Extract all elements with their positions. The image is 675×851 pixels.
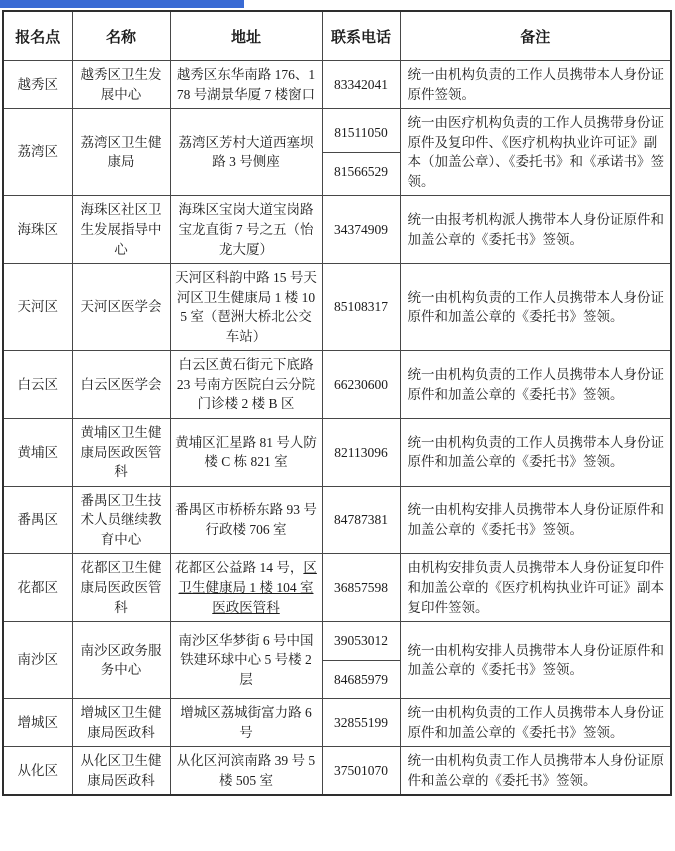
phone-number: 66230600 <box>334 376 388 392</box>
accent-bar <box>0 0 244 8</box>
district-cell: 荔湾区 <box>3 109 72 196</box>
phone-number: 39053012 <box>323 622 400 661</box>
address-text: 海珠区宝岗大道宝岗路宝龙直街 7 号之五（怡龙大厦） <box>178 202 314 257</box>
district-cell: 南沙区 <box>3 622 72 699</box>
phone-number: 37501070 <box>334 763 388 779</box>
address-text: 增城区荔城街富力路 6 号 <box>180 705 312 740</box>
address-cell <box>170 109 322 196</box>
address-cell <box>170 554 322 622</box>
phone-number: 84787381 <box>334 512 388 528</box>
table-row <box>3 622 671 699</box>
address-text: 天河区科韵中路 15 号天河区卫生健康局 1 楼 105 室（琶洲大桥北公交车站） <box>175 270 317 344</box>
col-header-remark: 备注 <box>400 11 671 61</box>
org-name-cell: 海珠区社区卫生发展指导中心 <box>72 196 170 264</box>
table-row <box>3 109 671 196</box>
address-underlined-text: 区卫生健康局 1 楼 104 室医政医管科 <box>178 560 317 615</box>
district-cell: 天河区 <box>3 264 72 351</box>
remark-cell: 统一由机构负责的工作人员携带本人身份证原件和加盖公章的《委托书》签领。 <box>400 419 671 487</box>
phone-cell <box>322 622 400 699</box>
org-name-cell: 黄埔区卫生健康局医政医管科 <box>72 419 170 487</box>
phone-number: 85108317 <box>334 299 388 315</box>
remark-cell: 由机构安排负责人员携带本人身份证复印件和加盖公章的《医疗机构执业许可证》副本复印件签领。 <box>400 554 671 622</box>
remark-cell: 统一由报考机构派人携带本人身份证原件和加盖公章的《委托书》签领。 <box>400 196 671 264</box>
address-cell <box>170 622 322 699</box>
table-row <box>3 486 671 554</box>
district-cell: 番禺区 <box>3 486 72 554</box>
org-name-cell: 白云区医学会 <box>72 351 170 419</box>
col-header-phone: 联系电话 <box>322 11 400 61</box>
org-name-cell: 南沙区政务服务中心 <box>72 622 170 699</box>
phone-number: 36857598 <box>334 579 388 595</box>
table-row <box>3 351 671 419</box>
org-name-cell: 番禺区卫生技术人员继续教育中心 <box>72 486 170 554</box>
phone-number: 81566529 <box>334 163 388 179</box>
address-text: 番禺区市桥桥东路 93 号行政楼 706 室 <box>175 502 317 538</box>
org-name-cell: 天河区医学会 <box>72 264 170 351</box>
phone-cell <box>322 109 400 196</box>
address-text: 南沙区华梦街 6 号中国铁建环球中心 5 号楼 2 层 <box>178 632 314 687</box>
phone-cell <box>322 554 400 622</box>
table-row <box>3 554 671 622</box>
col-header-registration-point: 报名点 <box>3 11 72 61</box>
header-row <box>3 11 671 61</box>
district-cell: 花都区 <box>3 554 72 622</box>
district-cell: 海珠区 <box>3 196 72 264</box>
address-text: 越秀区东华南路 176、178 号湖景华厦 7 楼窗口 <box>176 67 316 102</box>
remark-cell: 统一由机构负责的工作人员携带本人身份证原件和加盖公章的《委托书》签领。 <box>400 699 671 747</box>
phone-cell <box>322 699 400 747</box>
remark-cell: 统一由机构负责的工作人员携带本人身份证原件和加盖公章的《委托书》签领。 <box>400 351 671 419</box>
org-name-cell: 增城区卫生健康局医政科 <box>72 699 170 747</box>
phone-number: 34374909 <box>334 221 388 237</box>
district-cell: 黄埔区 <box>3 419 72 487</box>
address-cell <box>170 61 322 109</box>
org-name-cell: 越秀区卫生发展中心 <box>72 61 170 109</box>
address-cell <box>170 351 322 419</box>
col-header-name: 名称 <box>72 11 170 61</box>
registration-points-table <box>2 10 672 796</box>
phone-cell <box>322 747 400 796</box>
district-cell: 白云区 <box>3 351 72 419</box>
table-row <box>3 747 671 796</box>
table-row <box>3 419 671 487</box>
table-header <box>3 11 671 61</box>
phone-number: 82113096 <box>334 444 388 460</box>
phone-cell <box>322 264 400 351</box>
district-cell: 越秀区 <box>3 61 72 109</box>
address-text: 白云区黄石街元下底路 23 号南方医院白云分院门诊楼 2 楼 B 区 <box>176 357 316 412</box>
address-cell <box>170 196 322 264</box>
table-row <box>3 196 671 264</box>
remark-cell: 统一由机构负责的工作人员携带本人身份证原件签领。 <box>400 61 671 109</box>
phone-cell <box>322 351 400 419</box>
phone-number: 84685979 <box>334 671 388 687</box>
table-body <box>3 61 671 796</box>
phone-cell <box>322 61 400 109</box>
remark-cell: 统一由机构安排人员携带本人身份证原件和加盖公章的《委托书》签领。 <box>400 622 671 699</box>
address-text: 从化区河滨南路 39 号 5 楼 505 室 <box>176 753 316 788</box>
address-cell <box>170 747 322 796</box>
remark-cell: 统一由医疗机构负责的工作人员携带身份证原件及复印件、《医疗机构执业许可证》副本（加盖公章）、《委托书》和《承诺书》签领。 <box>400 109 671 196</box>
org-name-cell: 荔湾区卫生健康局 <box>72 109 170 196</box>
district-cell: 增城区 <box>3 699 72 747</box>
address-cell <box>170 699 322 747</box>
remark-cell: 统一由机构安排人员携带本人身份证原件和加盖公章的《委托书》签领。 <box>400 486 671 554</box>
table-row <box>3 61 671 109</box>
address-text: 花都区公益路 14 号， <box>175 560 304 576</box>
org-name-cell: 花都区卫生健康局医政医管科 <box>72 554 170 622</box>
remark-cell: 统一由机构负责的工作人员携带本人身份证原件和加盖公章的《委托书》签领。 <box>400 264 671 351</box>
address-cell <box>170 264 322 351</box>
address-cell <box>170 419 322 487</box>
phone-cell <box>322 486 400 554</box>
phone-number: 32855199 <box>334 714 388 730</box>
phone-number: 81511050 <box>323 114 400 153</box>
col-header-address: 地址 <box>170 11 322 61</box>
phone-cell <box>322 419 400 487</box>
address-text: 荔湾区芳村大道西塞坝路 3 号侧座 <box>178 134 314 170</box>
table-row <box>3 264 671 351</box>
table-row <box>3 699 671 747</box>
phone-cell <box>322 196 400 264</box>
org-name-cell: 从化区卫生健康局医政科 <box>72 747 170 796</box>
address-cell <box>170 486 322 554</box>
phone-number: 83342041 <box>334 76 388 92</box>
district-cell: 从化区 <box>3 747 72 796</box>
address-text: 黄埔区汇星路 81 号人防楼 C 栋 821 室 <box>175 434 317 470</box>
remark-cell: 统一由机构负责工作人员携带本人身份证原件和盖公章的《委托书》签领。 <box>400 747 671 796</box>
